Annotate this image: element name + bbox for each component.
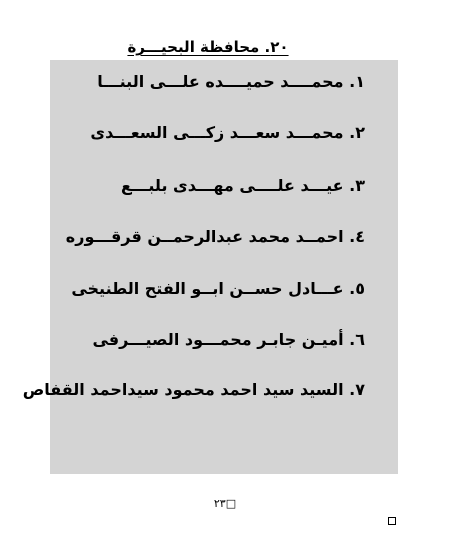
list-item: ٥. عـــادل حســن ابــو الفتح الطنيخى — [71, 278, 365, 298]
list-item: ٧. السيد سيد احمد محمود سيداحمد القفاص — [22, 379, 365, 399]
square-marker-icon — [388, 517, 396, 525]
list-item: ٢. محمـــد سعـــد زكـــى السعـــدى — [90, 122, 365, 142]
list-item: ٣. عيـــد علــــى مهـــدى بلبـــع — [121, 175, 365, 195]
list-item: ٤. احمــد محمد عبدالرحمــن قرقـــوره — [65, 226, 365, 246]
names-panel — [22, 60, 398, 474]
list-item: ١. محمــــد حميــــده علـــى البنـــا — [97, 71, 365, 91]
list-item: ٦. أميـن جابـر محمـــود الصيـــرفى — [92, 329, 365, 349]
section-heading: ٢٠. محافظة البحيـــرة — [127, 38, 289, 56]
page-number: □٢٣ — [213, 496, 237, 510]
